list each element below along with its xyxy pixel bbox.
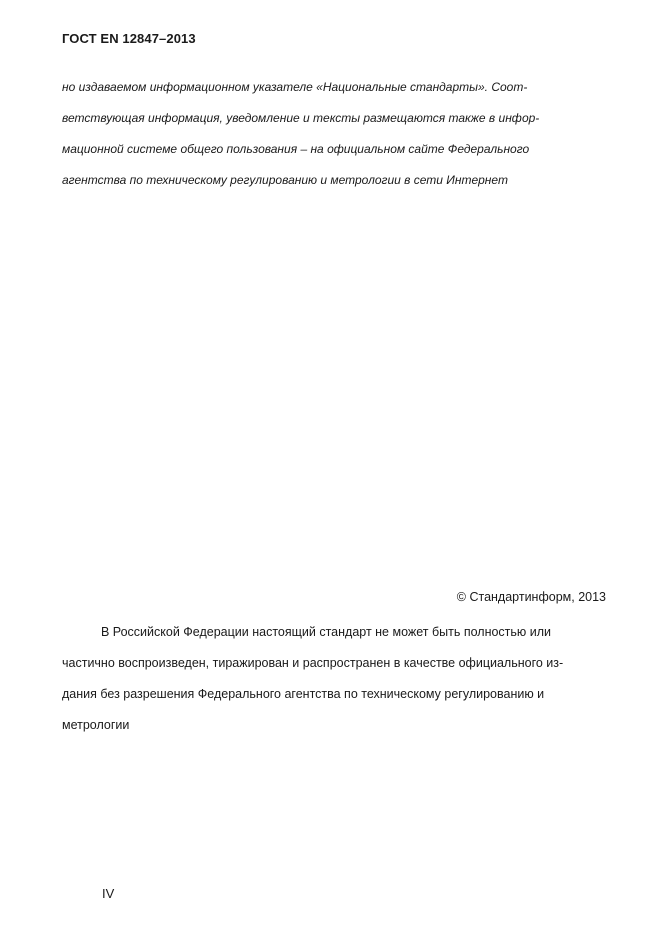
document-code-header: ГОСТ EN 12847–2013: [62, 31, 196, 46]
rights-line: В Российской Федерации настоящий стандарт не может быть полностью или: [101, 625, 552, 639]
copyright-notice: © Стандартинформ, 2013: [456, 590, 606, 604]
page-number: IV: [102, 886, 115, 901]
notice-line: ветствующая информация, уведомление и тексты размещаются также в инфор-: [62, 111, 540, 125]
publication-notice-paragraph: [62, 72, 602, 196]
reproduction-rights-paragraph: [62, 617, 607, 741]
rights-line: метрологии: [62, 718, 130, 732]
notice-line: но издаваемом информационном указателе «Национальные стандарты». Соот-: [62, 80, 528, 94]
rights-line: частично воспроизведен, тиражирован и распространен в качестве официального из-: [62, 656, 564, 670]
notice-line: мационной системе общего пользования – на официальном сайте Федерального: [62, 142, 530, 156]
notice-line: агентства по техническому регулированию и метрологии в сети Интернет: [62, 173, 508, 187]
rights-line: дания без разрешения Федерального агентства по техническому регулированию и: [62, 687, 545, 701]
